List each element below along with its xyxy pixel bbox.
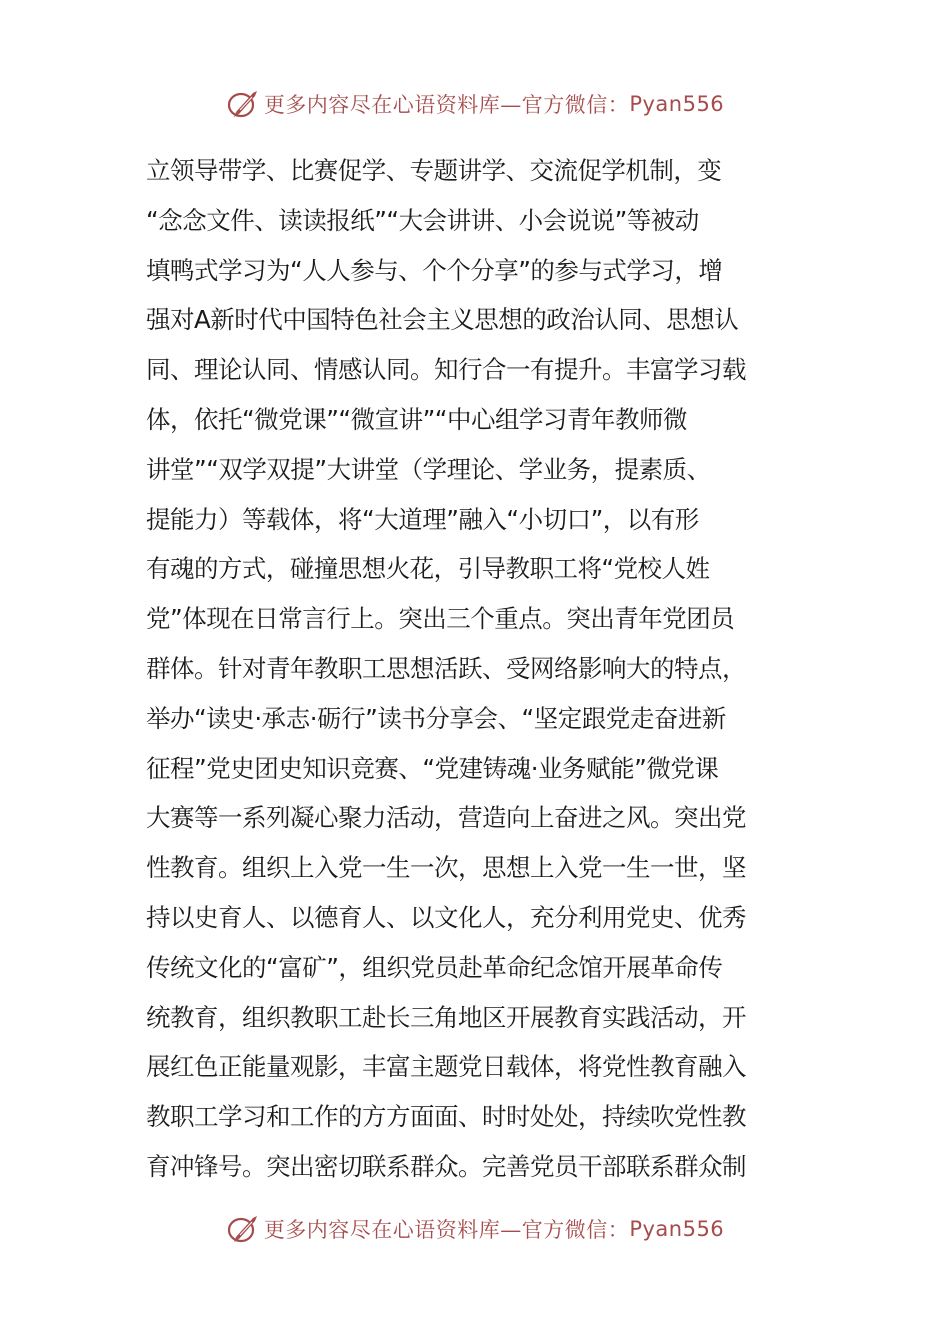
text-line: 有魂的方式，碰撞思想火花，引导教职工将“党校人姓 [146, 554, 710, 584]
footer-wechat-id: Pyan556 [629, 1217, 725, 1241]
header-banner-text: 更多内容尽在心语资料库—官方微信： [263, 93, 630, 117]
text-line: 填鸭式学习为“人人参与、个个分享”的参与式学习，增 [146, 255, 723, 285]
text-line: 育冲锋号。突出密切联系群众。完善党员干部联系群众制 [146, 1151, 746, 1181]
text-line: 征程”党史团史知识竞赛、“党建铸魂·业务赋能”微党课 [146, 753, 719, 783]
text-line: 展红色正能量观影，丰富主题党日载体，将党性教育融入 [146, 1052, 746, 1082]
quill-pen-circle-icon [226, 1212, 260, 1246]
text-line: 教职工学习和工作的方方面面、时时处处，持续吹党性教 [146, 1102, 746, 1132]
header-banner [0, 84, 950, 124]
text-line: 提能力）等载体，将“大道理”融入“小切口”，以有形 [146, 504, 699, 534]
document-body [146, 146, 816, 1192]
text-line: 体，依托“微党课”“微宣讲”“中心组学习青年教师微 [146, 404, 687, 434]
text-line: 同、理论认同、情感认同。知行合一有提升。丰富学习载 [146, 355, 746, 385]
text-line: 强对A新时代中国特色社会主义思想的政治认同、思想认 [146, 305, 739, 335]
text-line: 传统文化的“富矿”，组织党员赴革命纪念馆开展革命传 [146, 952, 723, 982]
text-line: 性教育。组织上入党一生一次，思想上入党一生一世，坚 [146, 853, 746, 883]
header-wechat-id: Pyan556 [629, 92, 725, 116]
text-line: 党”体现在日常言行上。突出三个重点。突出青年党团员 [146, 604, 735, 634]
text-line: 讲堂”“双学双提”大讲堂（学理论、学业务，提素质、 [146, 454, 711, 484]
footer-banner-text: 更多内容尽在心语资料库—官方微信： [263, 1218, 630, 1242]
text-line: 立领导带学、比赛促学、专题讲学、交流促学机制，变 [146, 156, 722, 185]
quill-pen-circle-icon [226, 87, 260, 121]
text-line: “念念文件、读读报纸”“大会讲讲、小会说说”等被动 [146, 205, 699, 235]
text-line: 持以史育人、以德育人、以文化人，充分利用党史、优秀 [146, 902, 746, 932]
footer-banner [0, 1209, 950, 1249]
text-line: 群体。针对青年教职工思想活跃、受网络影响大的特点， [146, 653, 746, 683]
text-line: 统教育，组织教职工赴长三角地区开展教育实践活动，开 [146, 1002, 746, 1032]
text-line: 举办“读史·承志·砺行”读书分享会、“坚定跟党走奋进新 [146, 703, 726, 733]
text-line: 大赛等一系列凝心聚力活动，营造向上奋进之风。突出党 [146, 803, 746, 833]
